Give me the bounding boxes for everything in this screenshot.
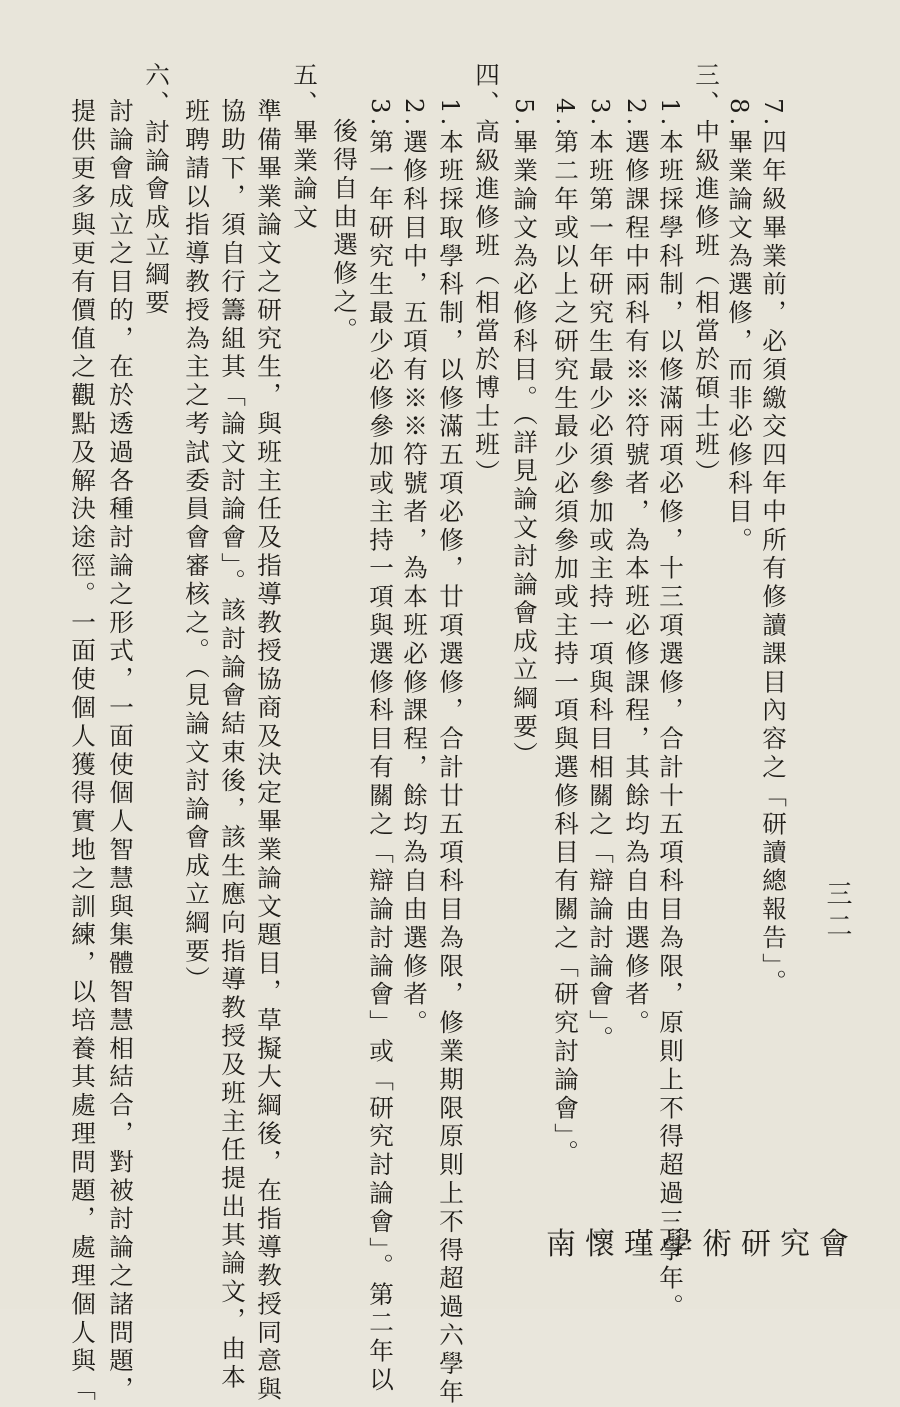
text-line-4-3-cont: 後得自由選修之。 xyxy=(330,118,359,346)
publisher-footer: 南懷瑾學術研究會 xyxy=(546,1227,858,1262)
text-line-3-2: 2.選修課程中兩科有※※符號者，為本班必修課程，其餘均為自由選修者。 xyxy=(622,98,651,1038)
text-line-3-3: 3.本班第一年研究生最少必須參加或主持一項與科目相關之「辯論討論會」。 xyxy=(586,98,615,1054)
text-line-7-report: 7.四年級畢業前，必須繳交四年中所有修讀課目內容之「研讀總報告」。 xyxy=(759,98,788,998)
section-heading-4-advanced: 四、高級進修班（相當於博士班） xyxy=(472,62,501,488)
text-line-4-1: 1.本班採取學科制，以修滿五項必修，廿項選修，合計廿五項科目為限，修業期限原則上不得超過六學年 xyxy=(436,98,465,1407)
section-heading-5-thesis: 五、畢業論文 xyxy=(290,62,319,233)
text-line-3-5: 5.畢業論文為必修科目。（詳見論文討論會成立綱要） xyxy=(510,98,539,770)
text-line-4-2: 2.選修科目中，五項有※※符號者，為本班必修課程，餘均為自由選修者。 xyxy=(400,98,429,1038)
text-line-4-3: 3.第一年研究生最少必修參加或主持一項與選修科目有關之「辯論討論會」或「研究討論會」。第二年以 xyxy=(366,98,395,1395)
text-line-5-b: 協助下，須自行籌組其「論文討論會」。該討論會結束後，該生應向指導教授及班主任提出其論文，由本 xyxy=(218,98,247,1393)
text-line-6-a: 討論會成立之目的，在於透過各種討論之形式，一面使個人智慧與集體智慧相結合，對被討論之諸問題， xyxy=(106,98,135,1405)
text-line-6-b: 提供更多與更有價值之觀點及解決途徑。一面使個人獲得實地之訓練，以培養其處理問題，處理個人與「 xyxy=(68,98,97,1405)
text-line-3-1: 1.本班採學科制，以修滿兩項必修，十三項選修，合計十五項科目為限，原則上不得超過三學年。 xyxy=(656,98,685,1322)
text-line-3-4: 4.第二年或以上之研究生最少必須參加或主持一項與選修科目有關之「研究討論會」。 xyxy=(551,98,580,1168)
page-number: 三二 xyxy=(822,880,852,944)
section-heading-6-seminar: 六、討論會成立綱要 xyxy=(142,62,171,318)
text-line-5-c: 班聘請以指導教授為主之考試委員會審核之。（見論文討論會成立綱要） xyxy=(182,98,211,995)
text-line-8-thesis-elective: 8.畢業論文為選修，而非必修科目。 xyxy=(725,98,754,556)
section-heading-3-intermediate: 三、中級進修班（相當於碩士班） xyxy=(692,62,721,488)
text-line-5-a: 準備畢業論文之研究生，與班主任及指導教授協商及決定畢業論文題目，草擬大綱後，在指導教授同意與 xyxy=(254,98,283,1405)
